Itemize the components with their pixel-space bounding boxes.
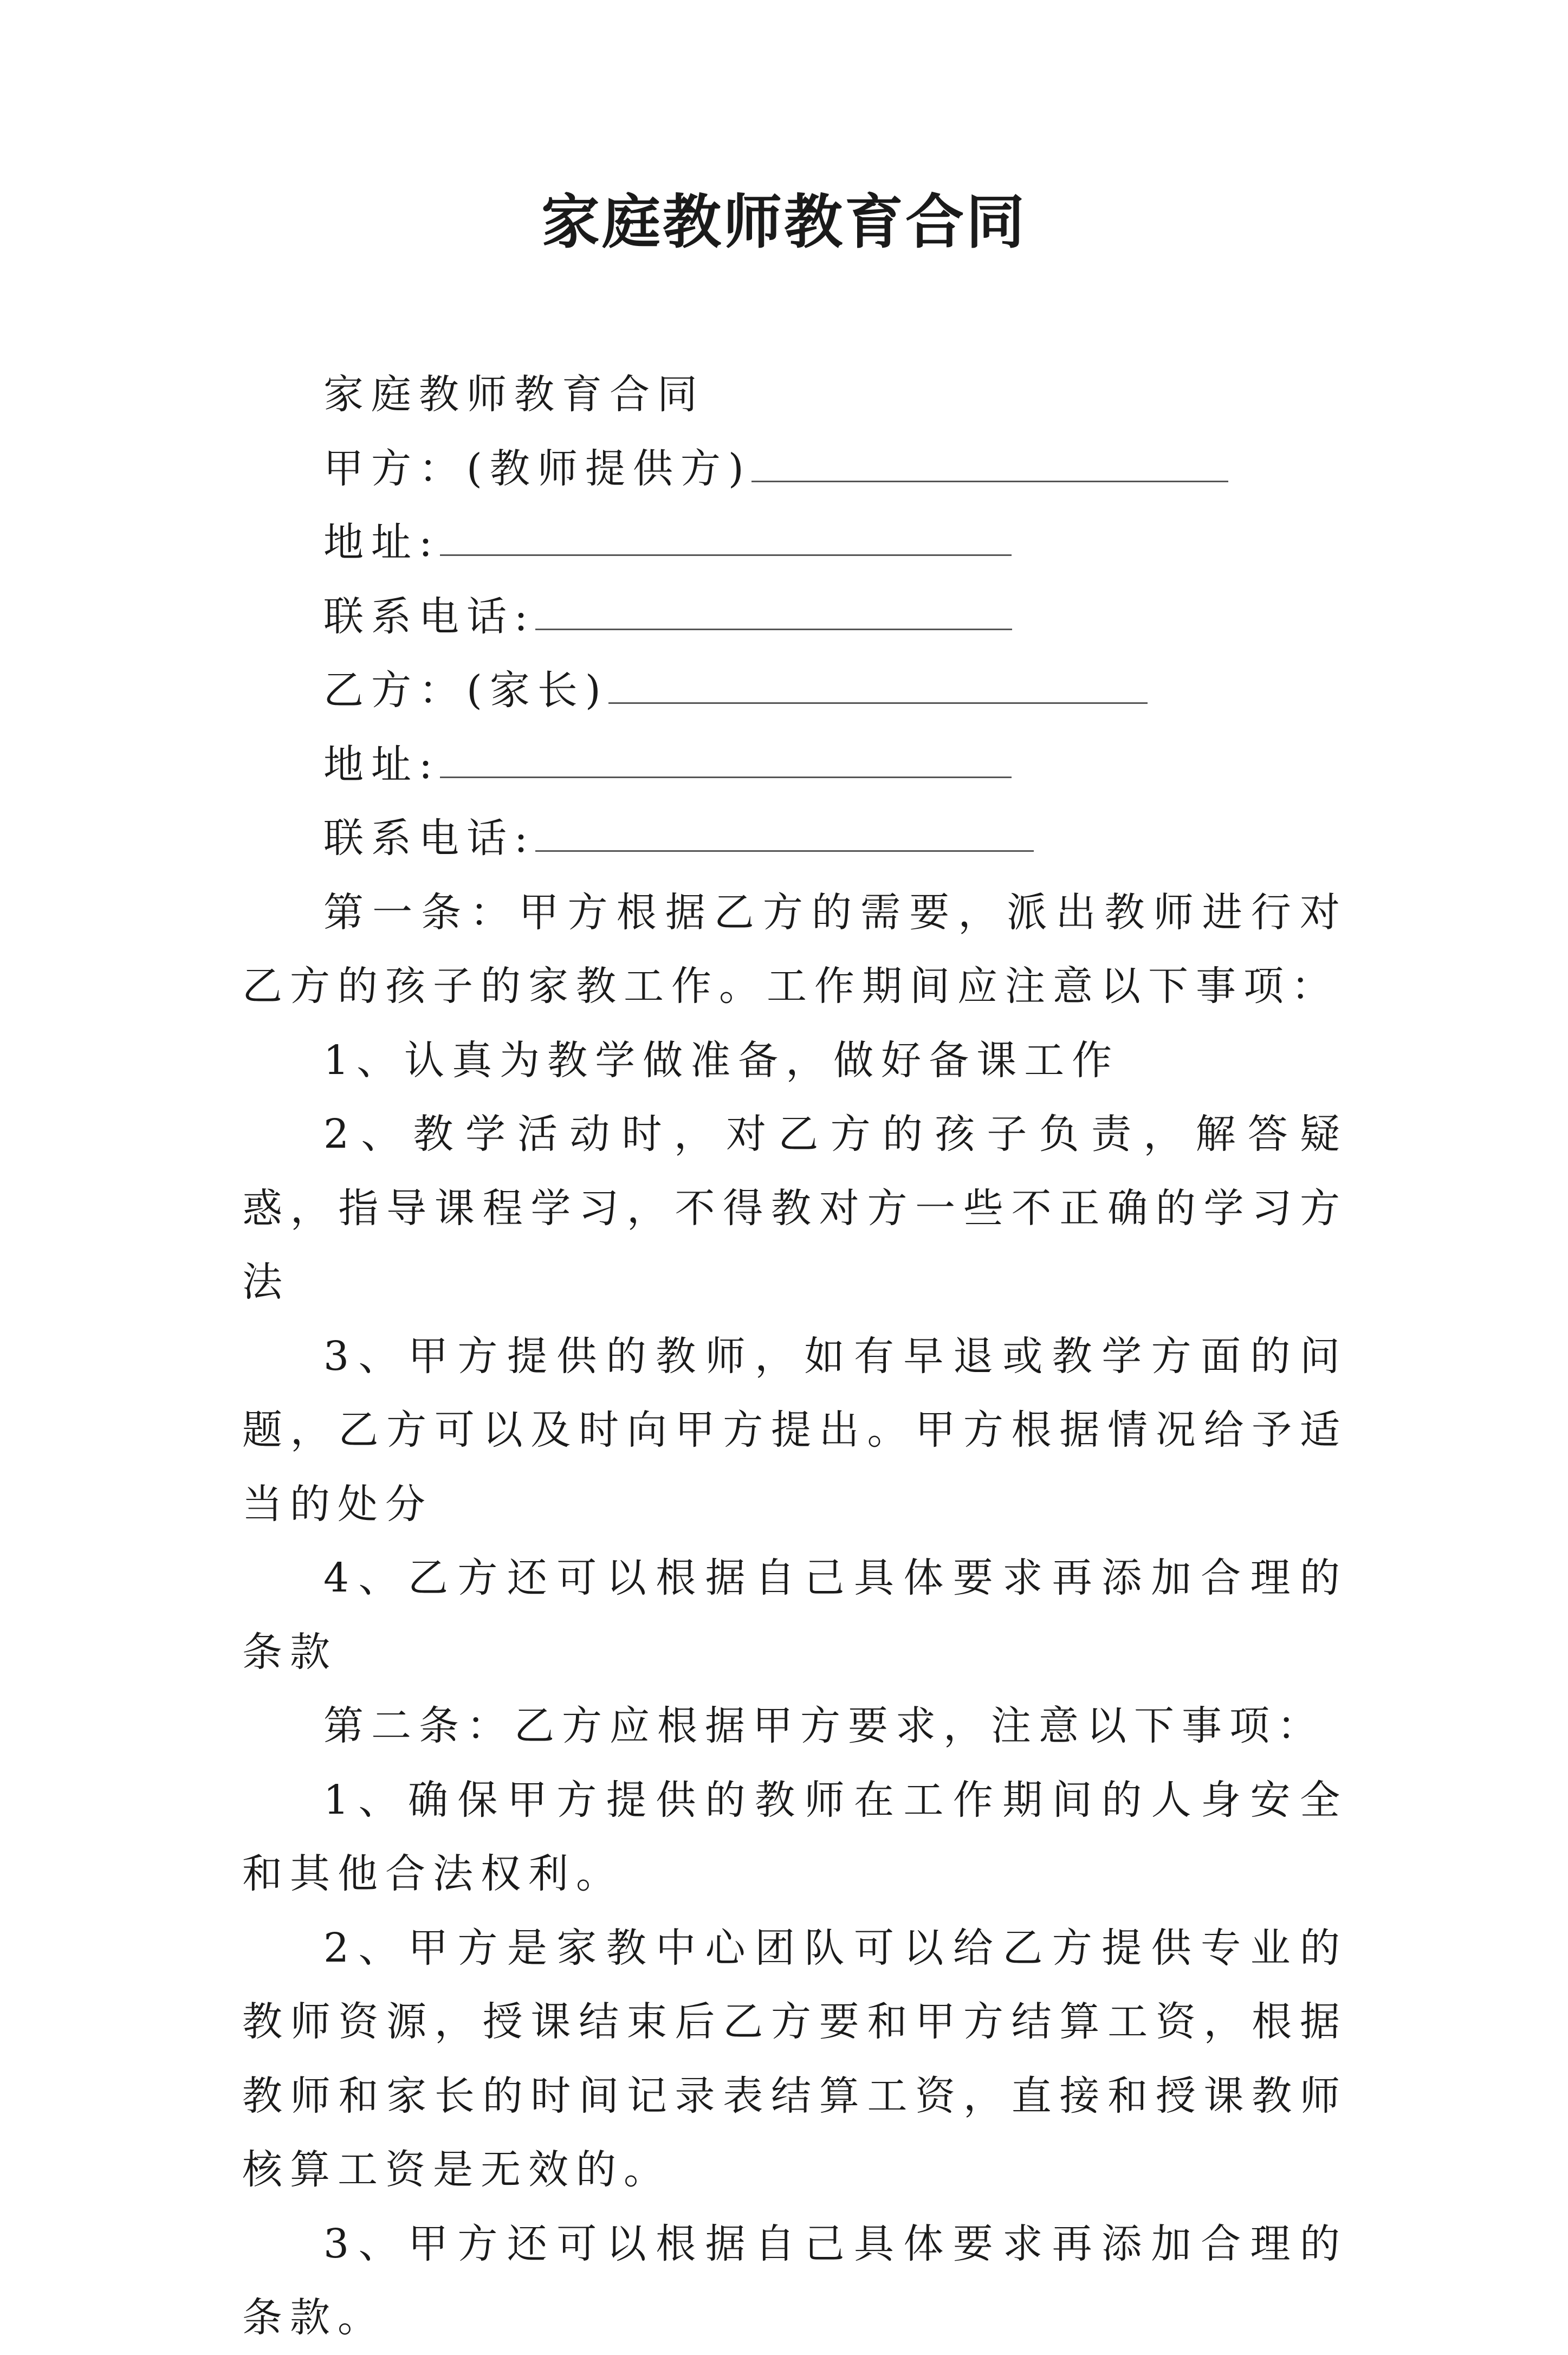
party-a-phone-label: 联系电话: — [323, 593, 535, 640]
article2-item-3: 3、甲方还可以根据自己具体要求再添加合理的条款。 — [242, 2220, 1347, 2341]
party-a-address-blank — [440, 554, 1012, 556]
party-a-address-label: 地址: — [323, 519, 440, 566]
party-b-name-blank — [608, 702, 1148, 704]
party-b-address-row — [242, 728, 1347, 802]
party-b-label: 乙方：(家长) — [323, 667, 608, 714]
article2-item-2: 2、甲方是家教中心团队可以给乙方提供专业的教师资源，授课结束后乙方要和甲方结算工资，根据教师和家长的时间记录表结算工资，直接和授课教师核算工资是无效的。 — [242, 1924, 1347, 2193]
party-b-phone-row — [242, 801, 1347, 876]
article1-item-3: 3、甲方提供的教师，如有早退或教学方面的问题，乙方可以及时向甲方提出。甲方根据情况给予适当的处分 — [242, 1332, 1347, 1528]
party-b-phone-label: 联系电话: — [323, 815, 535, 862]
party-a-row — [242, 432, 1347, 506]
party-b-phone-blank — [535, 850, 1034, 852]
party-b-address-blank — [440, 776, 1012, 778]
article1-intro: 第一条：甲方根据乙方的需要，派出教师进行对乙方的孩子的家教工作。工作期间应注意以下事项： — [242, 889, 1347, 1010]
article1-item-2: 2、教学活动时，对乙方的孩子负责，解答疑惑，指导课程学习，不得教对方一些不正确的学习方法 — [242, 1111, 1347, 1305]
document-body — [242, 358, 1347, 2355]
party-b-address-label: 地址: — [323, 741, 440, 788]
article1-item-1: 1、认真为教学做准备，做好备课工作 — [323, 1037, 1120, 1084]
party-a-address-row — [242, 506, 1347, 580]
article1-item-4: 4、乙方还可以根据自己具体要求再添加合理的条款 — [242, 1555, 1347, 1675]
party-a-label: 甲方：(教师提供方) — [323, 445, 751, 492]
article2-item-1: 1、确保甲方提供的教师在工作期间的人身安全和其他合法权利。 — [242, 1776, 1347, 1897]
party-a-name-blank — [751, 480, 1228, 482]
article2-intro: 第二条：乙方应根据甲方要求，注意以下事项： — [323, 1703, 1325, 1749]
contract-subtitle: 家庭教师教育合同 — [323, 371, 705, 418]
party-a-phone-blank — [535, 628, 1012, 630]
party-b-row — [242, 654, 1347, 728]
party-a-phone-row — [242, 580, 1347, 654]
document-title: 家庭教师教育合同 — [541, 188, 1027, 256]
